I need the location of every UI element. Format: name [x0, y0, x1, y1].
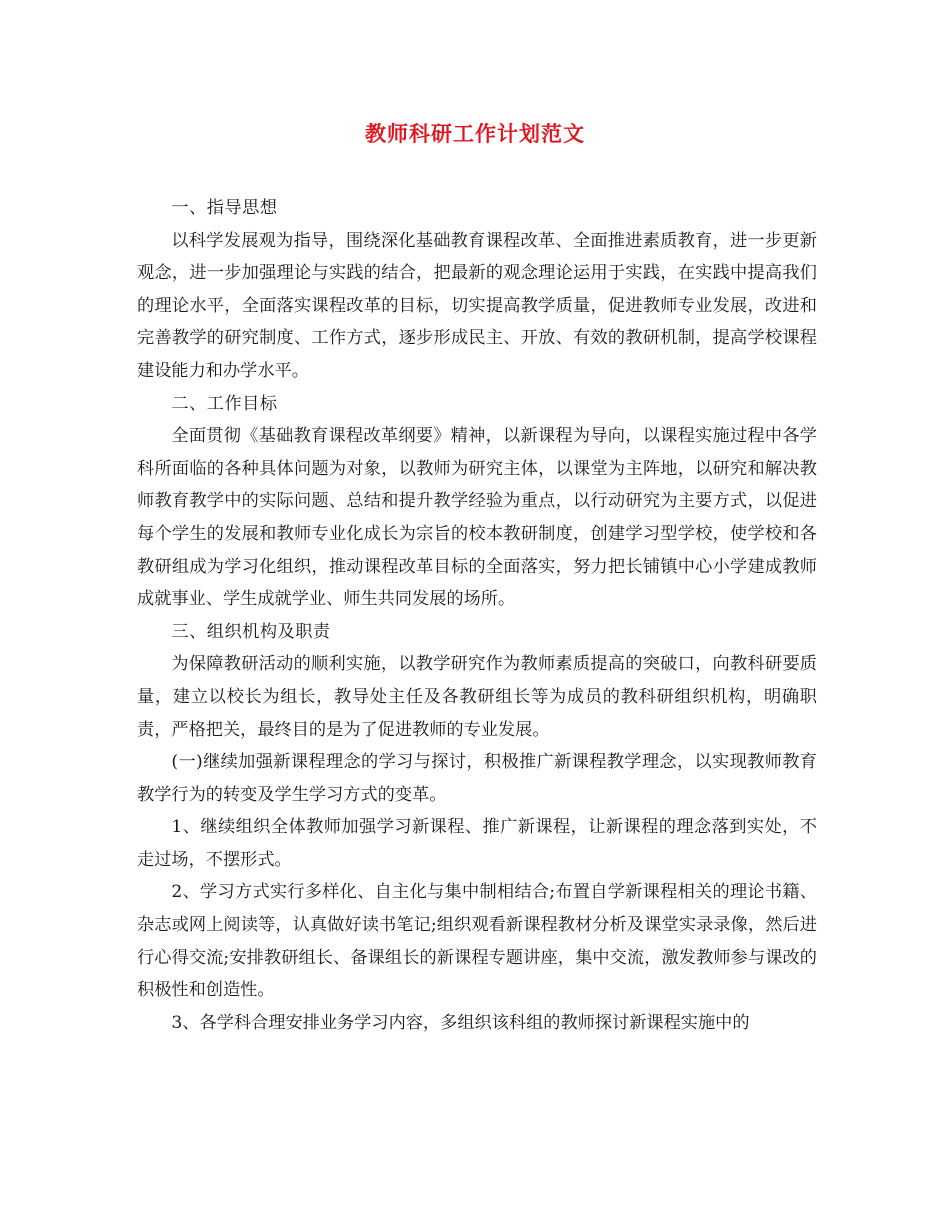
paragraph-guiding-ideology: 以科学发展观为指导，围绕深化基础教育课程改革、全面推进素质教育，进一步更新观念，进一步加强理论与实践的结合，把最新的观念理论运用于实践，在实践中提高我们的理论水平，全面落实课程改革的目标，切实提高教学质量，促进教师专业发展，改进和完善教学的研究制度、工作方式，逐步形成民主、开放、有效的教研机制，提高学校课程建设能力和办学水平。: [137, 230, 817, 381]
paragraph-work-goals: 全面贯彻《基础教育课程改革纲要》精神，以新课程为导向，以课程实施过程中各学科所面临的各种具体问题为对象，以教师为研究主体，以课堂为主阵地，以研究和解决教师教育教学中的实际问题、总结和提升教学经验为重点，以行动研究为主要方式，以促进每个学生的发展和教师专业化成长为宗旨的校本教研制度，创建学习型学校，使学校和各教研组成为学习化组织，推动课程改革目标的全面落实，努力把长铺镇中心小学建成教师成就事业、学生成就学业、师生共同发展的场所。: [137, 426, 817, 610]
section-heading-guiding-ideology: 一、指导思想: [171, 198, 278, 218]
paragraph-point-3: 3、各学科合理安排业务学习内容，多组织该科组的教师探讨新课程实施中的: [171, 1012, 750, 1033]
document-body: [137, 192, 817, 1039]
section-heading-work-goals: 二、工作目标: [171, 393, 278, 414]
paragraph-point-2: 2、学习方式实行多样化、自主化与集中制相结合;布置自学新课程相关的理论书籍、杂志或网上阅读等，认真做好读书笔记;组织观看新课程教材分析及课堂实录录像，然后进行心得交流;安排教研组长、备课组长的新课程专题讲座，集中交流，激发教师参与课改的积极性和创造性。: [137, 882, 817, 1001]
section-heading-organization: 三、组织机构及职责: [171, 621, 331, 642]
paragraph-item-one: (一)继续加强新课程理念的学习与探讨，积极推广新课程教学理念，以实现教师教育教学行为的转变及学生学习方式的变革。: [137, 752, 817, 805]
paragraph-point-1: 1、继续组织全体教师加强学习新课程、推广新课程，让新课程的理念落到实处，不走过场，不摆形式。: [137, 817, 817, 870]
paragraph-organization: 为保障教研活动的顺利实施，以教学研究作为教师素质提高的突破口，向教科研要质量，建立以校长为组长，教导处主任及各教研组长等为成员的教科研组织机构，明确职责，严格把关，最终目的是为了促进教师的专业发展。: [137, 654, 817, 740]
document-title: 教师科研工作计划范文: [365, 121, 585, 146]
